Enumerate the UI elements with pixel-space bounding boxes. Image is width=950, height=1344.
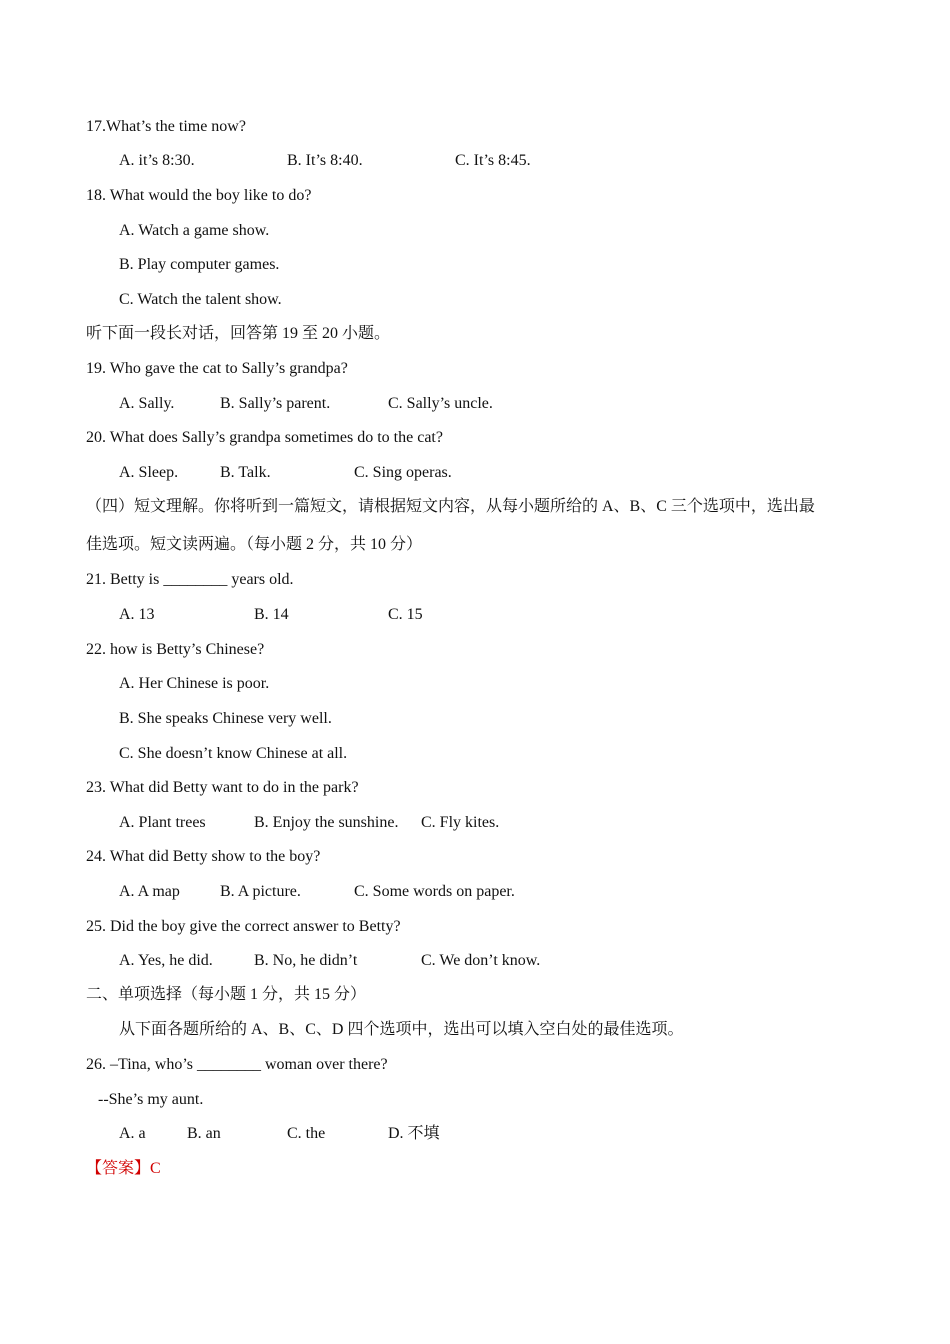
q23-option-c: C. Fly kites.: [421, 814, 500, 831]
q26-option-a: A. a: [119, 1125, 146, 1142]
q22-option-c: C. She doesn’t know Chinese at all.: [119, 745, 348, 762]
q19-option-b: B. Sally’s parent.: [220, 395, 331, 412]
q19-option-a: A. Sally.: [119, 395, 175, 412]
q26-option-d: D. 不填: [388, 1125, 440, 1142]
q18-option-a: A. Watch a game show.: [119, 222, 270, 239]
instruction-19-20: 听下面一段长对话，回答第 19 至 20 小题。: [86, 325, 391, 342]
section-4-heading-line1: （四）短文理解。你将听到一篇短文，请根据短文内容，从每小题所给的 A、B、C 三个选项中，选出最: [86, 498, 815, 515]
q22-option-b: B. She speaks Chinese very well.: [119, 710, 332, 727]
question-19: 19. Who gave the cat to Sally’s grandpa?: [86, 360, 348, 377]
q22-option-a: A. Her Chinese is poor.: [119, 675, 270, 692]
question-26-reply: --She’s my aunt.: [98, 1091, 204, 1108]
q18-option-c: C. Watch the talent show.: [119, 291, 282, 308]
q21-option-b: B. 14: [254, 606, 289, 623]
q18-option-b: B. Play computer games.: [119, 256, 280, 273]
q25-option-c: C. We don’t know.: [421, 952, 541, 969]
question-22: 22. how is Betty’s Chinese?: [86, 641, 265, 658]
part-2-instruction: 从下面各题所给的 A、B、C、D 四个选项中，选出可以填入空白处的最佳选项。: [119, 1021, 684, 1038]
question-17: 17.What’s the time now?: [86, 118, 246, 135]
q25-option-b: B. No, he didn’t: [254, 952, 358, 969]
q24-option-b: B. A picture.: [220, 883, 301, 900]
q17-option-c: C. It’s 8:45.: [455, 152, 531, 169]
question-18: 18. What would the boy like to do?: [86, 187, 312, 204]
q19-option-c: C. Sally’s uncle.: [388, 395, 493, 412]
question-20: 20. What does Sally’s grandpa sometimes do to the cat?: [86, 429, 443, 446]
answer-label: 【答案】C: [86, 1160, 161, 1177]
section-4-heading-line2: 佳选项。短文读两遍。（每小题 2 分，共 10 分）: [86, 536, 423, 553]
q23-option-a: A. Plant trees: [119, 814, 206, 831]
q25-option-a: A. Yes, he did.: [119, 952, 213, 969]
q24-option-a: A. A map: [119, 883, 180, 900]
q20-option-c: C. Sing operas.: [354, 464, 452, 481]
q17-option-a: A. it’s 8:30.: [119, 152, 195, 169]
q26-option-b: B. an: [187, 1125, 221, 1142]
question-25: 25. Did the boy give the correct answer to Betty?: [86, 918, 401, 935]
question-21: 21. Betty is ________ years old.: [86, 571, 294, 588]
q26-option-c: C. the: [287, 1125, 326, 1142]
q20-option-a: A. Sleep.: [119, 464, 179, 481]
question-23: 23. What did Betty want to do in the park?: [86, 779, 359, 796]
part-2-heading: 二、单项选择（每小题 1 分，共 15 分）: [86, 986, 367, 1003]
q21-option-a: A. 13: [119, 606, 155, 623]
q24-option-c: C. Some words on paper.: [354, 883, 515, 900]
question-26: 26. –Tina, who’s ________ woman over there?: [86, 1056, 388, 1073]
q17-option-b: B. It’s 8:40.: [287, 152, 363, 169]
q20-option-b: B. Talk.: [220, 464, 271, 481]
q21-option-c: C. 15: [388, 606, 423, 623]
q23-option-b: B. Enjoy the sunshine.: [254, 814, 399, 831]
question-24: 24. What did Betty show to the boy?: [86, 848, 321, 865]
